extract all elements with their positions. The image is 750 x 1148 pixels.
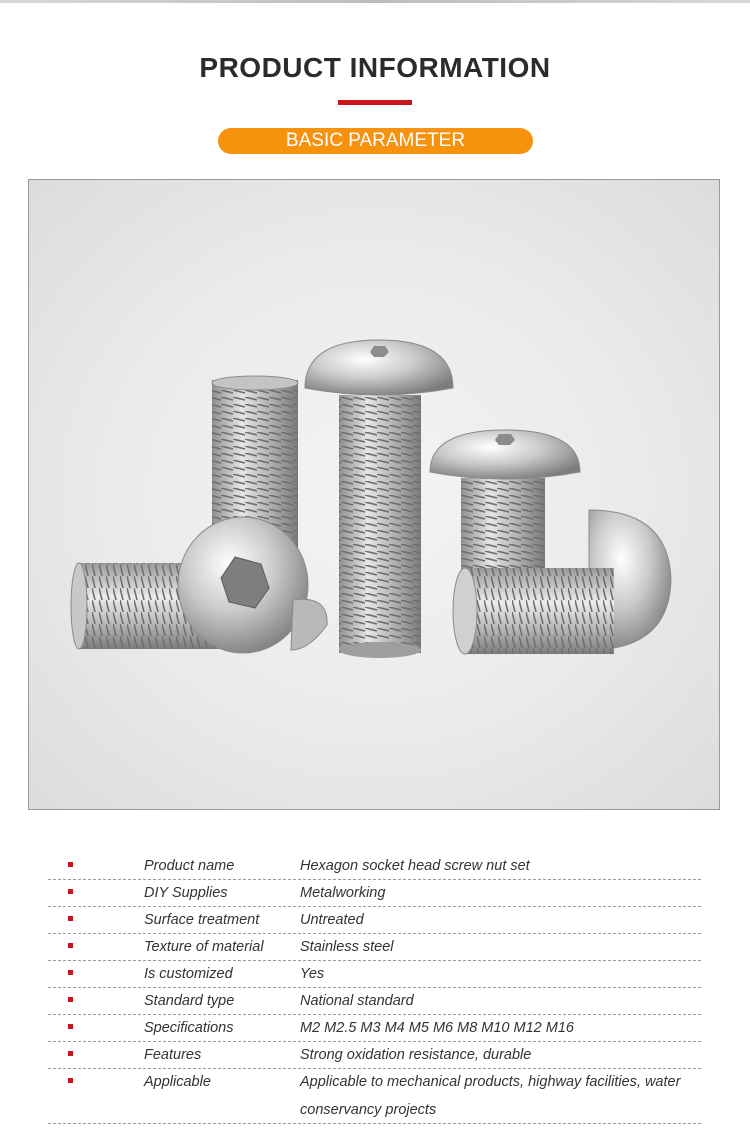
param-label: Is customized — [144, 966, 233, 982]
param-label: Specifications — [144, 1020, 234, 1036]
bullet-icon — [68, 997, 73, 1002]
param-label: Standard type — [144, 993, 235, 1009]
table-row — [48, 988, 701, 1015]
param-value: Metalworking — [300, 885, 386, 901]
param-value: Stainless steel — [300, 939, 394, 955]
top-divider — [0, 0, 750, 3]
table-row — [48, 907, 701, 934]
table-row — [48, 934, 701, 961]
table-row — [48, 1042, 701, 1069]
bullet-icon — [68, 889, 73, 894]
param-value: National standard — [300, 993, 414, 1009]
table-row — [48, 1015, 701, 1042]
param-label: Applicable — [144, 1074, 211, 1090]
table-row — [48, 1069, 701, 1124]
screw-front-left — [71, 517, 327, 653]
table-row — [48, 961, 701, 988]
param-value: Yes — [300, 966, 325, 982]
table-row — [48, 880, 701, 907]
param-value: Untreated — [300, 912, 364, 928]
param-value: Hexagon socket head screw nut set — [300, 858, 530, 874]
param-value: Strong oxidation resistance, durable — [300, 1047, 532, 1063]
title-underline — [338, 100, 412, 105]
param-label: Surface treatment — [144, 912, 260, 928]
bullet-icon — [68, 943, 73, 948]
table-row — [48, 853, 701, 880]
bullet-icon — [68, 862, 73, 867]
section-label-pill: BASIC PARAMETER — [218, 128, 533, 154]
parameter-table — [48, 853, 701, 1124]
param-label: Texture of material — [144, 939, 264, 955]
bullet-icon — [68, 1051, 73, 1056]
page-title: PRODUCT INFORMATION — [199, 52, 551, 83]
param-label: DIY Supplies — [144, 885, 228, 901]
bullet-icon — [68, 1024, 73, 1029]
param-value: Applicable to mechanical products, highway facilities, water conservancy projects — [300, 1074, 681, 1118]
bullet-icon — [68, 970, 73, 975]
screws-illustration — [29, 180, 720, 810]
param-label: Product name — [144, 858, 235, 874]
product-photo — [28, 179, 720, 810]
bullet-icon — [68, 916, 73, 921]
bullet-icon — [68, 1078, 73, 1083]
param-label: Features — [144, 1047, 202, 1063]
param-value: M2 M2.5 M3 M4 M5 M6 M8 M10 M12 M16 — [300, 1020, 574, 1036]
screw-tall-middle — [305, 340, 453, 658]
